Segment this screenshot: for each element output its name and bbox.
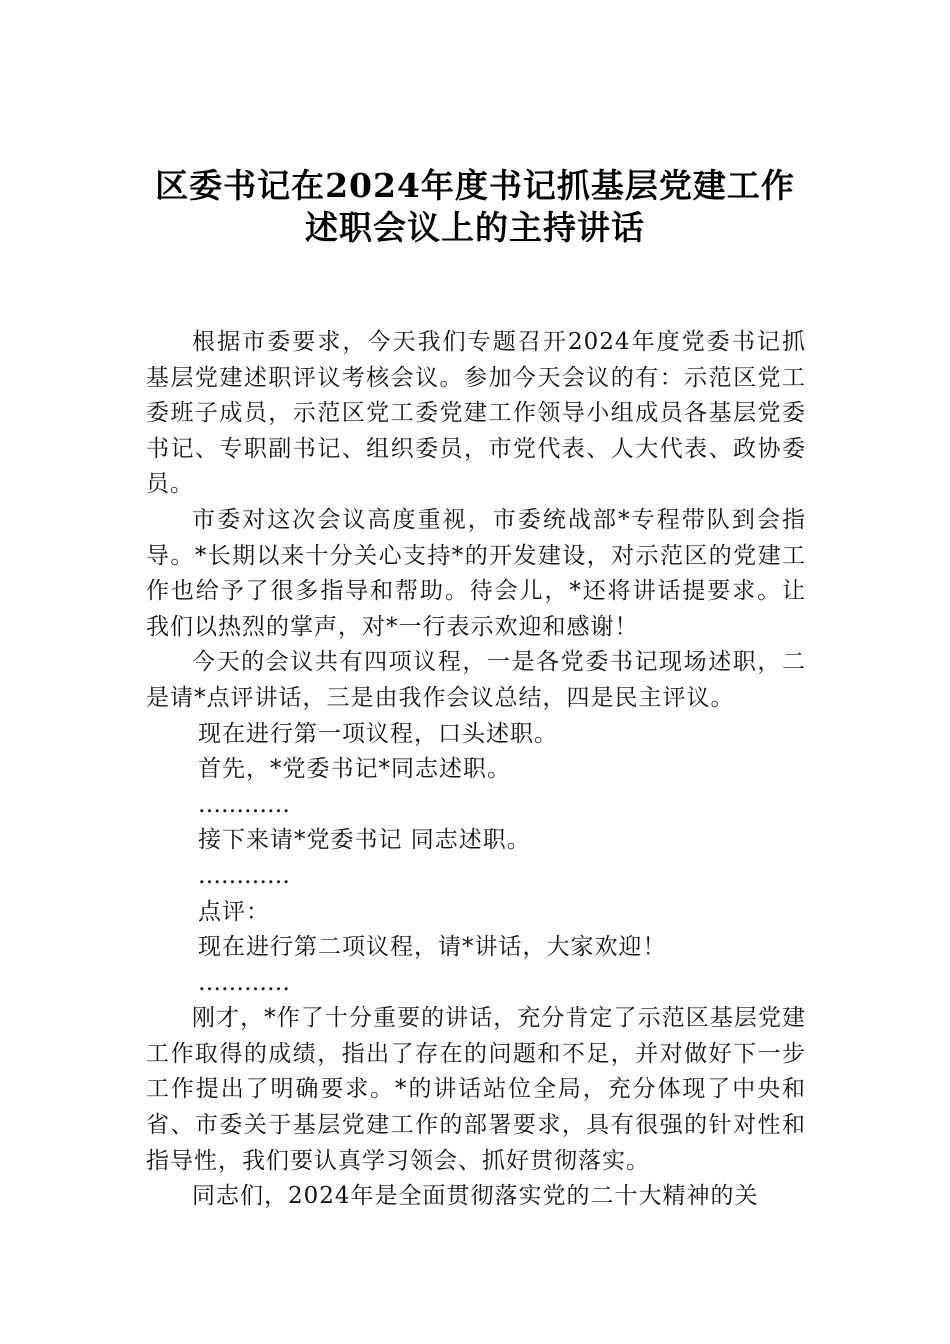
paragraph-agenda: 今天的会议共有四项议程，一是各党委书记现场述职，二是请*点评讲话，三是由我作会议总结，四是民主评议。 xyxy=(146,649,806,711)
paragraph-speech-summary: 刚才，*作了十分重要的讲话，充分肯定了示范区基层党建工作取得的成绩，指出了存在的问题和不足，并对做好下一步工作提出了明确要求。*的讲话站位全局，充分体现了中央和省、市委关于基层党建工作的部署要求，具有很强的针对性和指导性，我们要认真学习领会、抓好贯彻落实。 xyxy=(146,1005,806,1174)
ellipsis-line: ………… xyxy=(198,862,290,889)
ellipsis-line: ………… xyxy=(198,969,290,996)
ellipsis-line: ………… xyxy=(198,791,290,818)
paragraph-attendees: 根据市委要求，今天我们专题召开2024年度党委书记抓基层党建述职评议考核会议。参加今天会议的有：示范区党工委班子成员，示范区党工委党建工作领导小组成员各基层党委书记、专职副书记、组织委员，市党代表、人大代表、政协委员。 xyxy=(146,329,806,498)
paragraph-welcome: 市委对这次会议高度重视，市委统战部*专程带队到会指导。*长期以来十分关心支持*的开发建设，对示范区的党建工作也给予了很多指导和帮助。待会儿，*还将讲话提要求。让我们以热烈的掌声，对*一行表示欢迎和感谢！ xyxy=(146,506,806,640)
paragraph-comment-label: 点评： xyxy=(198,898,270,925)
paragraph-next-report: 接下来请*党委书记 同志述职。 xyxy=(198,827,531,854)
document-body xyxy=(146,325,806,1215)
document-title-line-1: 区委书记在2024年度书记抓基层党建工作 xyxy=(155,166,795,205)
paragraph-first-report: 首先，*党委书记*同志述职。 xyxy=(198,756,511,783)
paragraph-agenda-item-1: 现在进行第一项议程，口头述职。 xyxy=(198,720,558,747)
document-title-line-2: 述职会议上的主持讲话 xyxy=(305,208,645,247)
paragraph-closing-start: 同志们，2024年是全面贯彻落实党的二十大精神的关 xyxy=(192,1183,759,1210)
paragraph-agenda-item-2: 现在进行第二项议程，请*讲话，大家欢迎！ xyxy=(198,934,667,961)
